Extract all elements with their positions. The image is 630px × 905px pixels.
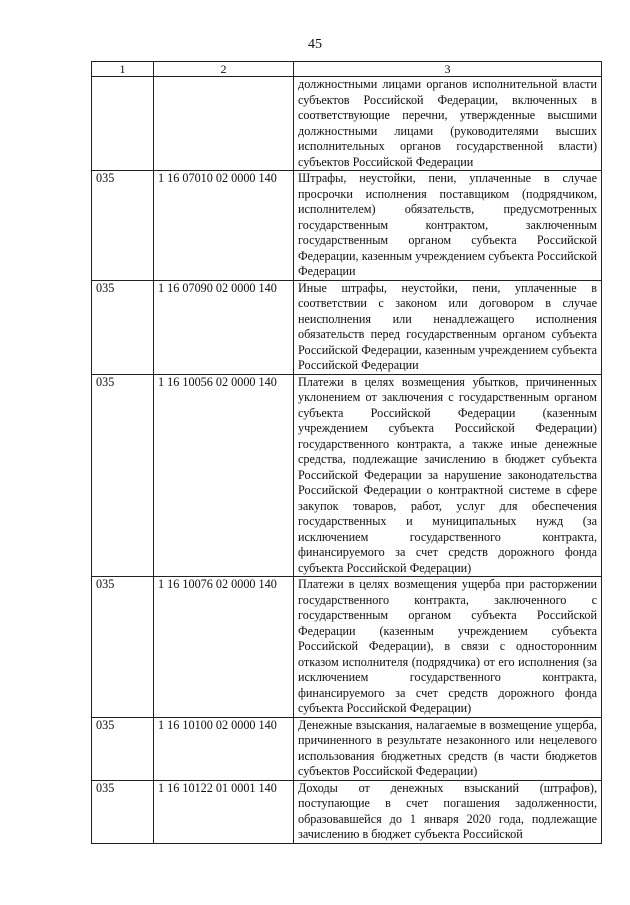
revenue-code-cell: 1 16 07010 02 0000 140: [154, 171, 294, 281]
table-row: [92, 577, 602, 718]
admin-code-cell: 035: [92, 171, 154, 281]
revenue-code-cell: 1 16 07090 02 0000 140: [154, 280, 294, 374]
description-cell: Иные штрафы, неустойки, пени, уплаченные в соответствии с законом или договором в случае неисполнения или ненадлежащего исполнения обязательств перед государственным органом субъекта Российской Федерации, казенным учреждением субъекта Российской Федерации: [294, 280, 602, 374]
column-header-1: 1: [92, 62, 154, 77]
revenue-code-cell: 1 16 10076 02 0000 140: [154, 577, 294, 718]
description-cell: Платежи в целях возмещения ущерба при расторжении государственного контракта, заключенного с государственным органом субъекта Российской Федерации (казенным учреждением субъекта Российской Федерации), в связи с односторонним отказом исполнителя (подрядчика) от его исполнения (за исключением государственного контракта, финансируемого за счет средств дорожного фонда субъекта Российской Федерации): [294, 577, 602, 718]
table-header-row: [92, 62, 602, 77]
table-row: [92, 717, 602, 780]
column-header-2: 2: [154, 62, 294, 77]
table-row: [92, 171, 602, 281]
admin-code-cell: 035: [92, 717, 154, 780]
table-row: [92, 77, 602, 171]
description-cell: Платежи в целях возмещения убытков, причиненных уклонением от заключения с государственным органом субъекта Российской Федерации (казенным учреждением субъекта Российской Федерации) государственного контракта, а также иные денежные средства, подлежащие зачислению в бюджет субъекта Российской Федерации за нарушение законодательства Российской Федерации о контрактной системе в сфере закупок товаров, работ, услуг для обеспечения государственных и муниципальных нужд (за исключением государственного контракта, финансируемого за счет средств дорожного фонда субъекта Российской Федерации): [294, 374, 602, 577]
admin-code-cell: [92, 77, 154, 171]
table-row: [92, 780, 602, 843]
description-cell: Доходы от денежных взысканий (штрафов), поступающие в счет погашения задолженности, образовавшейся до 1 января 2020 года, подлежащие зачислению в бюджет субъекта Российской: [294, 780, 602, 843]
column-header-3: 3: [294, 62, 602, 77]
admin-code-cell: 035: [92, 577, 154, 718]
revenue-code-cell: 1 16 10122 01 0001 140: [154, 780, 294, 843]
description-cell: Денежные взыскания, налагаемые в возмещение ущерба, причиненного в результате незаконного или нецелевого использования бюджетных средств (в части бюджетов субъектов Российской Федерации): [294, 717, 602, 780]
description-cell: Штрафы, неустойки, пени, уплаченные в случае просрочки исполнения поставщиком (подрядчиком, исполнителем) обязательств, предусмотренных государственным контрактом, заключенным государственным органом субъекта Российской Федерации, казенным учреждением субъекта Российской Федерации: [294, 171, 602, 281]
admin-code-cell: 035: [92, 280, 154, 374]
page-number: 45: [308, 37, 322, 52]
revenue-code-cell: [154, 77, 294, 171]
revenue-code-cell: 1 16 10100 02 0000 140: [154, 717, 294, 780]
admin-code-cell: 035: [92, 374, 154, 577]
table-row: [92, 280, 602, 374]
revenue-code-cell: 1 16 10056 02 0000 140: [154, 374, 294, 577]
table-row: [92, 374, 602, 577]
revenue-codes-table: [91, 61, 602, 844]
description-cell: должностными лицами органов исполнительной власти субъектов Российской Федерации, включенных в соответствующие перечни, утвержденные высшими должностными лицами (руководителями высших исполнительных органов государственной власти) субъектов Российской Федерации: [294, 77, 602, 171]
admin-code-cell: 035: [92, 780, 154, 843]
